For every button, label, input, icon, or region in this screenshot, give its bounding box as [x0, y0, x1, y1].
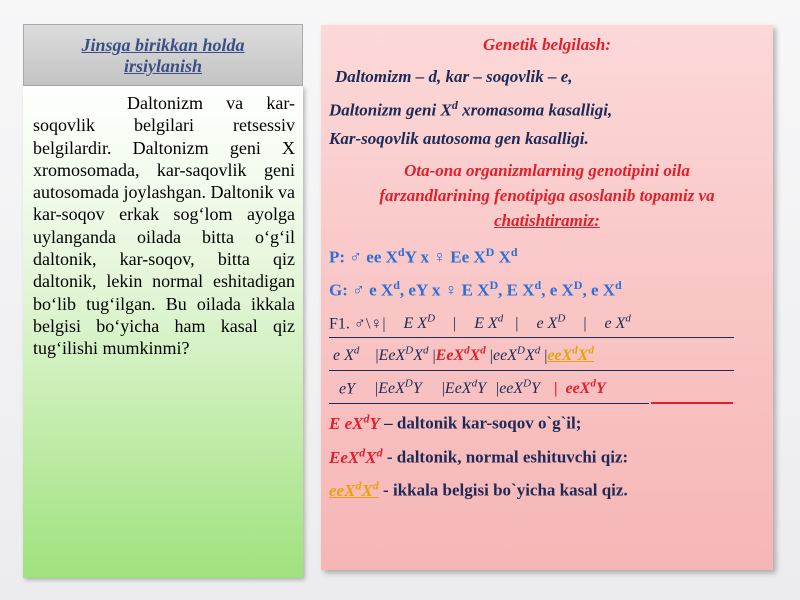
- punnett-header-row: F1. ♂\♀| E $X^D$ | E $X^d$ | e $X^D$ | e $X^d$: [329, 313, 631, 333]
- cell-EeXDXd: $EeX^DX^d$: [378, 345, 429, 365]
- result-line-3: $eeX^dX^d$ - ikkala belgisi bo`yicha kasal qiz.: [329, 478, 628, 500]
- left-panel-body: [23, 86, 303, 578]
- genotype-eeXdXd: $eeX^dX^d$: [329, 478, 379, 500]
- genetic-notation-heading: Genetik belgilash:: [483, 35, 611, 54]
- cell-eeXDXd: $eeX^DX^d$: [493, 345, 541, 365]
- genotype-EeXdY: E $eX^dY$: [329, 411, 380, 433]
- notation-line-2: Daltonizm geni $X^d$ xromasoma kasalligi,: [329, 98, 613, 120]
- row1-underline: [329, 370, 734, 371]
- header-underline: [329, 337, 734, 338]
- row2-underline: [329, 403, 649, 404]
- col-ed: e $X^d$: [604, 313, 631, 333]
- title-line-1: Jinsga birikkan holda: [81, 35, 245, 55]
- result-line-2: $EeX^dX^d$ - daltonik, normal eshituvchi qiz:: [329, 445, 629, 467]
- result-line-1: E $eX^dY$ – daltonik kar-soqov o`g`il;: [329, 411, 582, 433]
- subheading-line-1: Ota-ona organizmlarning genotipini oila: [404, 161, 690, 180]
- right-panel: [321, 25, 773, 570]
- row2-red-underline: [651, 402, 733, 404]
- cell-eeXdY: eeX$^d$Y: [565, 378, 606, 398]
- cell-EeXDY: EeX$^D$Y: [378, 378, 422, 398]
- col-ED: E $X^D$: [403, 313, 436, 333]
- left-panel-title: [23, 24, 303, 86]
- problem-paragraph: Daltonizm va kar-soqovlik belgilari retsessiv belgilardir. Daltonizm geni X xromosomada, kar-saqovlik geni autosomada joylashgan. Daltonik va kar-soqov erkak sog‘lom ayolga uylanganda oilada bitta o‘g‘il daltonik, kar-soqov, bitta qiz daltonik, lekin normal eshitadigan bo‘lib tug‘ilgan. Bu oilada ikkala belgisi bo‘yicha ham kasal qiz tug‘ilishi mumkinmi?: [33, 93, 295, 359]
- col-Ed: E $X^d$: [474, 313, 504, 333]
- subheading-line-2: farzandlarining fenotipiga asoslanib topamiz va: [379, 186, 715, 205]
- cell-eeXdXd: $eeX^dX^d$: [547, 345, 594, 365]
- parents-line: P: ♂ ee $X^dY$ x ♀ Ee $X^D$ $X^d$: [329, 245, 518, 267]
- cell-EeXdY: EeX$^d$Y: [444, 378, 486, 398]
- row1-label: e $X^d$: [333, 345, 360, 365]
- notation-line-1: Daltomizm – d, kar – soqovlik – e,: [335, 67, 573, 86]
- genotype-EeXdXd: $EeX^dX^d$: [329, 445, 383, 467]
- title-line-2: irsiylanish: [123, 56, 203, 76]
- punnett-row-1: e $X^d$ $|EeX^DX^d$ $|EeX^dX^d$ $|eeX^DX^d$ $|eeX^dX^d$: [333, 345, 594, 365]
- notation-line-3: Kar-soqovlik autosoma gen kasalligi.: [329, 129, 589, 148]
- cell-EeXdXd: $EeX^dX^d$: [435, 345, 486, 365]
- gametes-line: G: ♂ e $X^d$, eY x ♀ E $X^D$, E $X^d$, e $X^D$, e $X^d$: [329, 278, 622, 300]
- punnett-row-2: eY |EeX$^D$Y |EeX$^d$Y |eeX$^D$Y | eeX$^d$Y: [339, 378, 606, 398]
- subheading-line-3: chatishtiramiz:: [494, 211, 600, 230]
- row2-label: eY: [339, 380, 355, 398]
- cell-eeXDY: eeX$^D$Y: [499, 378, 541, 398]
- col-eD: e $X^D$: [536, 313, 566, 333]
